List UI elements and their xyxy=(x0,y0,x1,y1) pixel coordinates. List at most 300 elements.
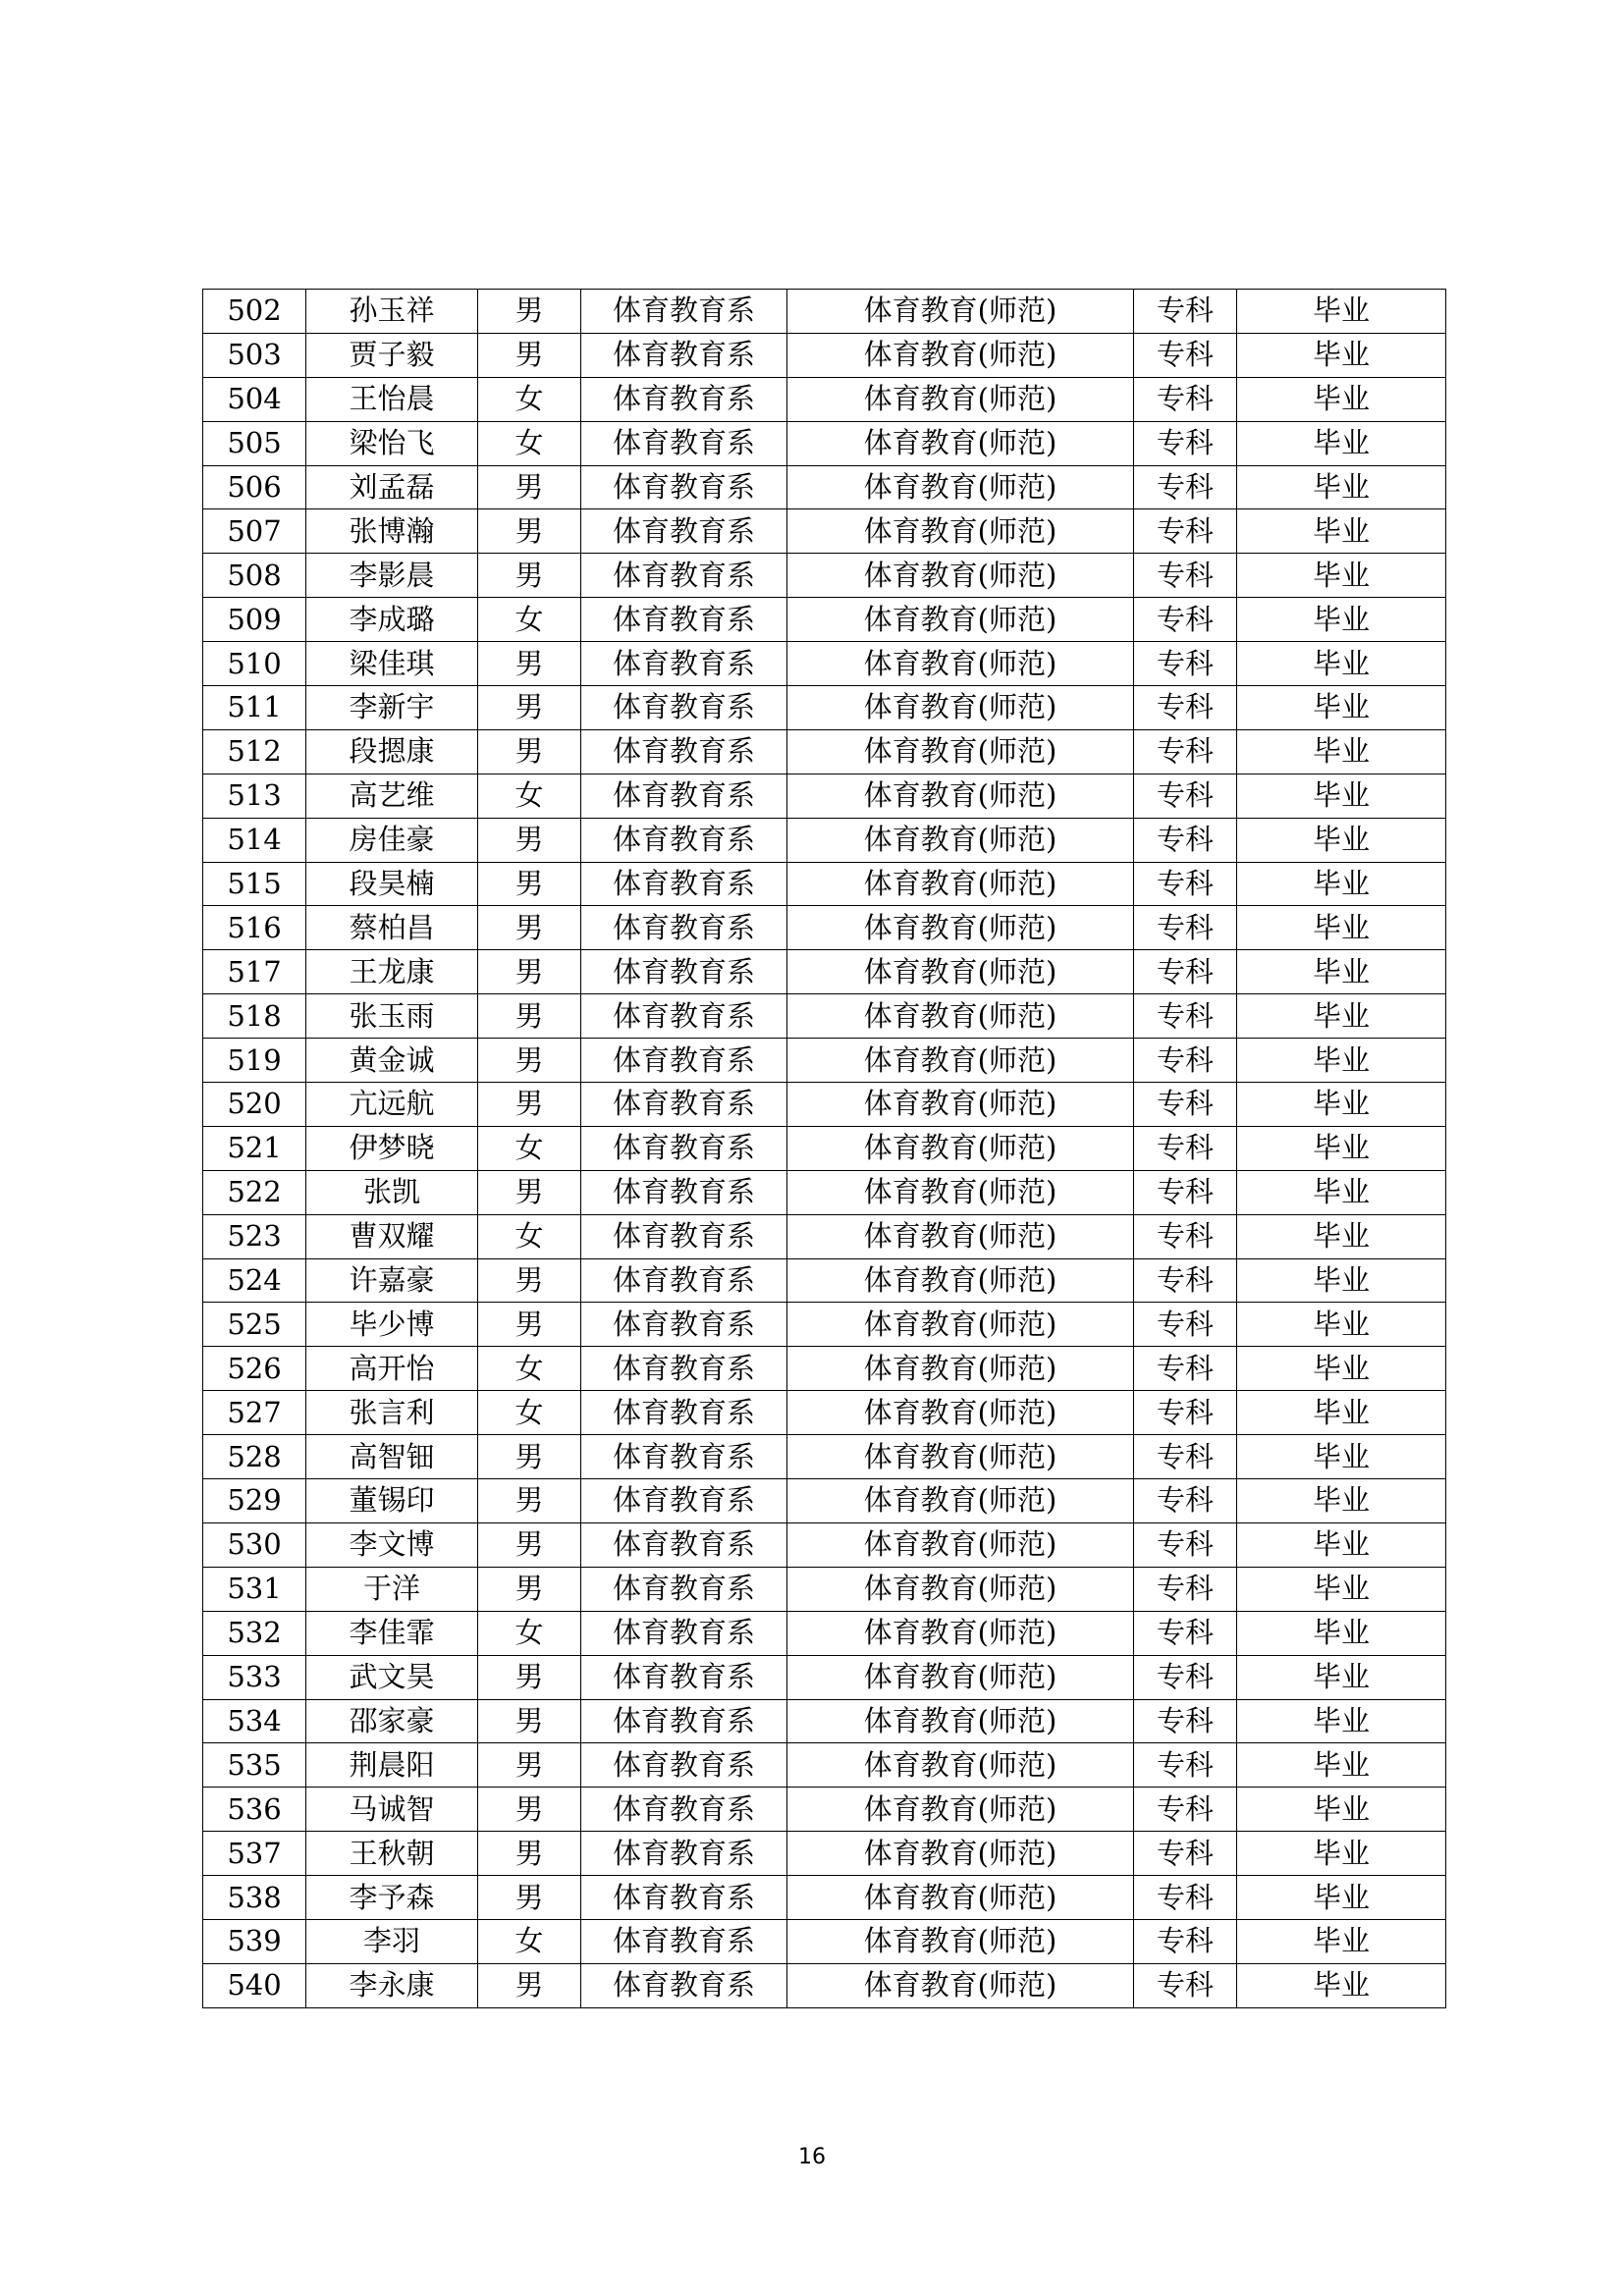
department-cell: 体育教育系 xyxy=(581,1126,787,1170)
major-cell: 体育教育(师范) xyxy=(787,1963,1134,2007)
table-row xyxy=(203,1039,1446,1083)
table-row xyxy=(203,1479,1446,1523)
status-cell: 毕业 xyxy=(1237,862,1446,906)
row-number-cell: 520 xyxy=(203,1083,306,1127)
status-cell: 毕业 xyxy=(1237,906,1446,950)
status-cell: 毕业 xyxy=(1237,642,1446,686)
level-cell: 专科 xyxy=(1134,906,1237,950)
major-cell: 体育教育(师范) xyxy=(787,994,1134,1039)
major-cell: 体育教育(师范) xyxy=(787,290,1134,334)
major-cell: 体育教育(师范) xyxy=(787,642,1134,686)
gender-cell: 男 xyxy=(478,290,581,334)
table-row xyxy=(203,994,1446,1039)
level-cell: 专科 xyxy=(1134,1170,1237,1214)
department-cell: 体育教育系 xyxy=(581,1699,787,1743)
level-cell: 专科 xyxy=(1134,818,1237,862)
page-number: 16 xyxy=(798,2145,826,2169)
level-cell: 专科 xyxy=(1134,1214,1237,1258)
major-cell: 体育教育(师范) xyxy=(787,1567,1134,1611)
major-cell: 体育教育(师范) xyxy=(787,421,1134,465)
name-cell: 李佳霏 xyxy=(306,1611,478,1655)
gender-cell: 男 xyxy=(478,1303,581,1347)
department-cell: 体育教育系 xyxy=(581,598,787,642)
name-cell: 武文昊 xyxy=(306,1655,478,1699)
department-cell: 体育教育系 xyxy=(581,1876,787,1920)
major-cell: 体育教育(师范) xyxy=(787,554,1134,598)
row-number-cell: 532 xyxy=(203,1611,306,1655)
name-cell: 李予森 xyxy=(306,1876,478,1920)
major-cell: 体育教育(师范) xyxy=(787,774,1134,818)
roster-body xyxy=(203,290,1446,2008)
gender-cell: 男 xyxy=(478,509,581,554)
name-cell: 李成璐 xyxy=(306,598,478,642)
major-cell: 体育教育(师范) xyxy=(787,1788,1134,1832)
row-number-cell: 518 xyxy=(203,994,306,1039)
level-cell: 专科 xyxy=(1134,1039,1237,1083)
gender-cell: 男 xyxy=(478,333,581,377)
gender-cell: 男 xyxy=(478,1083,581,1127)
department-cell: 体育教育系 xyxy=(581,1919,787,1963)
row-number-cell: 506 xyxy=(203,465,306,509)
level-cell: 专科 xyxy=(1134,1347,1237,1391)
gender-cell: 男 xyxy=(478,1479,581,1523)
name-cell: 孙玉祥 xyxy=(306,290,478,334)
table-row xyxy=(203,686,1446,730)
department-cell: 体育教育系 xyxy=(581,509,787,554)
table-row xyxy=(203,729,1446,774)
gender-cell: 女 xyxy=(478,377,581,421)
table-row xyxy=(203,1655,1446,1699)
row-number-cell: 534 xyxy=(203,1699,306,1743)
table-row xyxy=(203,1083,1446,1127)
gender-cell: 男 xyxy=(478,1832,581,1876)
row-number-cell: 540 xyxy=(203,1963,306,2007)
major-cell: 体育教育(师范) xyxy=(787,598,1134,642)
table-row xyxy=(203,1214,1446,1258)
gender-cell: 男 xyxy=(478,1876,581,1920)
status-cell: 毕业 xyxy=(1237,686,1446,730)
department-cell: 体育教育系 xyxy=(581,906,787,950)
status-cell: 毕业 xyxy=(1237,1083,1446,1127)
major-cell: 体育教育(师范) xyxy=(787,377,1134,421)
department-cell: 体育教育系 xyxy=(581,333,787,377)
table-row xyxy=(203,598,1446,642)
row-number-cell: 502 xyxy=(203,290,306,334)
name-cell: 梁佳琪 xyxy=(306,642,478,686)
status-cell: 毕业 xyxy=(1237,1170,1446,1214)
name-cell: 房佳豪 xyxy=(306,818,478,862)
name-cell: 李永康 xyxy=(306,1963,478,2007)
row-number-cell: 513 xyxy=(203,774,306,818)
status-cell: 毕业 xyxy=(1237,1743,1446,1788)
row-number-cell: 524 xyxy=(203,1258,306,1303)
department-cell: 体育教育系 xyxy=(581,994,787,1039)
gender-cell: 男 xyxy=(478,1435,581,1479)
level-cell: 专科 xyxy=(1134,1788,1237,1832)
gender-cell: 男 xyxy=(478,686,581,730)
status-cell: 毕业 xyxy=(1237,509,1446,554)
status-cell: 毕业 xyxy=(1237,1611,1446,1655)
table-row xyxy=(203,1788,1446,1832)
status-cell: 毕业 xyxy=(1237,1876,1446,1920)
department-cell: 体育教育系 xyxy=(581,1039,787,1083)
table-row xyxy=(203,509,1446,554)
level-cell: 专科 xyxy=(1134,686,1237,730)
table-row xyxy=(203,1435,1446,1479)
department-cell: 体育教育系 xyxy=(581,421,787,465)
level-cell: 专科 xyxy=(1134,598,1237,642)
roster-table xyxy=(202,289,1446,2008)
status-cell: 毕业 xyxy=(1237,818,1446,862)
gender-cell: 女 xyxy=(478,1391,581,1435)
level-cell: 专科 xyxy=(1134,509,1237,554)
row-number-cell: 531 xyxy=(203,1567,306,1611)
major-cell: 体育教育(师范) xyxy=(787,729,1134,774)
level-cell: 专科 xyxy=(1134,994,1237,1039)
name-cell: 蔡柏昌 xyxy=(306,906,478,950)
row-number-cell: 519 xyxy=(203,1039,306,1083)
gender-cell: 男 xyxy=(478,862,581,906)
name-cell: 曹双耀 xyxy=(306,1214,478,1258)
table-row xyxy=(203,421,1446,465)
table-row xyxy=(203,906,1446,950)
status-cell: 毕业 xyxy=(1237,1479,1446,1523)
department-cell: 体育教育系 xyxy=(581,862,787,906)
department-cell: 体育教育系 xyxy=(581,1258,787,1303)
major-cell: 体育教育(师范) xyxy=(787,1214,1134,1258)
level-cell: 专科 xyxy=(1134,729,1237,774)
row-number-cell: 526 xyxy=(203,1347,306,1391)
level-cell: 专科 xyxy=(1134,1743,1237,1788)
row-number-cell: 505 xyxy=(203,421,306,465)
name-cell: 许嘉豪 xyxy=(306,1258,478,1303)
gender-cell: 女 xyxy=(478,1919,581,1963)
name-cell: 张言利 xyxy=(306,1391,478,1435)
level-cell: 专科 xyxy=(1134,1655,1237,1699)
major-cell: 体育教育(师范) xyxy=(787,1479,1134,1523)
status-cell: 毕业 xyxy=(1237,1258,1446,1303)
table-row xyxy=(203,862,1446,906)
name-cell: 王龙康 xyxy=(306,950,478,994)
table-row xyxy=(203,1170,1446,1214)
gender-cell: 男 xyxy=(478,1699,581,1743)
name-cell: 马诚智 xyxy=(306,1788,478,1832)
level-cell: 专科 xyxy=(1134,1083,1237,1127)
department-cell: 体育教育系 xyxy=(581,1788,787,1832)
row-number-cell: 529 xyxy=(203,1479,306,1523)
major-cell: 体育教育(师范) xyxy=(787,862,1134,906)
status-cell: 毕业 xyxy=(1237,290,1446,334)
table-row xyxy=(203,1919,1446,1963)
department-cell: 体育教育系 xyxy=(581,554,787,598)
major-cell: 体育教育(师范) xyxy=(787,1919,1134,1963)
row-number-cell: 533 xyxy=(203,1655,306,1699)
table-row xyxy=(203,1743,1446,1788)
table-row xyxy=(203,1391,1446,1435)
status-cell: 毕业 xyxy=(1237,1919,1446,1963)
status-cell: 毕业 xyxy=(1237,1963,1446,2007)
status-cell: 毕业 xyxy=(1237,1214,1446,1258)
level-cell: 专科 xyxy=(1134,333,1237,377)
gender-cell: 女 xyxy=(478,1347,581,1391)
table-row xyxy=(203,818,1446,862)
table-row xyxy=(203,1876,1446,1920)
level-cell: 专科 xyxy=(1134,1699,1237,1743)
name-cell: 段摁康 xyxy=(306,729,478,774)
level-cell: 专科 xyxy=(1134,774,1237,818)
major-cell: 体育教育(师范) xyxy=(787,1039,1134,1083)
department-cell: 体育教育系 xyxy=(581,1655,787,1699)
status-cell: 毕业 xyxy=(1237,950,1446,994)
table-row xyxy=(203,377,1446,421)
status-cell: 毕业 xyxy=(1237,1435,1446,1479)
status-cell: 毕业 xyxy=(1237,1522,1446,1567)
department-cell: 体育教育系 xyxy=(581,818,787,862)
status-cell: 毕业 xyxy=(1237,774,1446,818)
major-cell: 体育教育(师范) xyxy=(787,1126,1134,1170)
department-cell: 体育教育系 xyxy=(581,1611,787,1655)
gender-cell: 女 xyxy=(478,1126,581,1170)
level-cell: 专科 xyxy=(1134,1258,1237,1303)
status-cell: 毕业 xyxy=(1237,377,1446,421)
row-number-cell: 536 xyxy=(203,1788,306,1832)
department-cell: 体育教育系 xyxy=(581,1391,787,1435)
name-cell: 黄金诚 xyxy=(306,1039,478,1083)
row-number-cell: 507 xyxy=(203,509,306,554)
row-number-cell: 522 xyxy=(203,1170,306,1214)
major-cell: 体育教育(师范) xyxy=(787,1347,1134,1391)
row-number-cell: 525 xyxy=(203,1303,306,1347)
level-cell: 专科 xyxy=(1134,642,1237,686)
table-row xyxy=(203,1347,1446,1391)
name-cell: 亢远航 xyxy=(306,1083,478,1127)
name-cell: 刘孟磊 xyxy=(306,465,478,509)
major-cell: 体育教育(师范) xyxy=(787,1258,1134,1303)
gender-cell: 男 xyxy=(478,1743,581,1788)
table-row xyxy=(203,1832,1446,1876)
level-cell: 专科 xyxy=(1134,1435,1237,1479)
status-cell: 毕业 xyxy=(1237,1303,1446,1347)
level-cell: 专科 xyxy=(1134,1522,1237,1567)
row-number-cell: 517 xyxy=(203,950,306,994)
level-cell: 专科 xyxy=(1134,554,1237,598)
major-cell: 体育教育(师范) xyxy=(787,1170,1134,1214)
status-cell: 毕业 xyxy=(1237,1655,1446,1699)
name-cell: 梁怡飞 xyxy=(306,421,478,465)
status-cell: 毕业 xyxy=(1237,421,1446,465)
major-cell: 体育教育(师范) xyxy=(787,1832,1134,1876)
table-row xyxy=(203,1963,1446,2007)
row-number-cell: 538 xyxy=(203,1876,306,1920)
status-cell: 毕业 xyxy=(1237,1391,1446,1435)
row-number-cell: 509 xyxy=(203,598,306,642)
status-cell: 毕业 xyxy=(1237,1699,1446,1743)
major-cell: 体育教育(师范) xyxy=(787,509,1134,554)
level-cell: 专科 xyxy=(1134,1876,1237,1920)
level-cell: 专科 xyxy=(1134,1919,1237,1963)
table-row xyxy=(203,1126,1446,1170)
department-cell: 体育教育系 xyxy=(581,1963,787,2007)
major-cell: 体育教育(师范) xyxy=(787,1522,1134,1567)
row-number-cell: 514 xyxy=(203,818,306,862)
row-number-cell: 508 xyxy=(203,554,306,598)
department-cell: 体育教育系 xyxy=(581,1347,787,1391)
major-cell: 体育教育(师范) xyxy=(787,465,1134,509)
level-cell: 专科 xyxy=(1134,465,1237,509)
gender-cell: 男 xyxy=(478,994,581,1039)
name-cell: 伊梦晓 xyxy=(306,1126,478,1170)
status-cell: 毕业 xyxy=(1237,598,1446,642)
status-cell: 毕业 xyxy=(1237,1567,1446,1611)
row-number-cell: 516 xyxy=(203,906,306,950)
name-cell: 毕少博 xyxy=(306,1303,478,1347)
gender-cell: 男 xyxy=(478,1963,581,2007)
gender-cell: 男 xyxy=(478,1170,581,1214)
department-cell: 体育教育系 xyxy=(581,950,787,994)
gender-cell: 男 xyxy=(478,1258,581,1303)
department-cell: 体育教育系 xyxy=(581,1083,787,1127)
gender-cell: 男 xyxy=(478,1522,581,1567)
major-cell: 体育教育(师范) xyxy=(787,1876,1134,1920)
major-cell: 体育教育(师范) xyxy=(787,1743,1134,1788)
name-cell: 于洋 xyxy=(306,1567,478,1611)
table-row xyxy=(203,950,1446,994)
gender-cell: 男 xyxy=(478,906,581,950)
row-number-cell: 521 xyxy=(203,1126,306,1170)
major-cell: 体育教育(师范) xyxy=(787,1611,1134,1655)
status-cell: 毕业 xyxy=(1237,1347,1446,1391)
department-cell: 体育教育系 xyxy=(581,1832,787,1876)
department-cell: 体育教育系 xyxy=(581,1214,787,1258)
name-cell: 张凯 xyxy=(306,1170,478,1214)
name-cell: 张玉雨 xyxy=(306,994,478,1039)
level-cell: 专科 xyxy=(1134,1479,1237,1523)
row-number-cell: 528 xyxy=(203,1435,306,1479)
row-number-cell: 537 xyxy=(203,1832,306,1876)
name-cell: 邵家豪 xyxy=(306,1699,478,1743)
status-cell: 毕业 xyxy=(1237,1832,1446,1876)
status-cell: 毕业 xyxy=(1237,554,1446,598)
level-cell: 专科 xyxy=(1134,862,1237,906)
gender-cell: 女 xyxy=(478,1611,581,1655)
name-cell: 王秋朝 xyxy=(306,1832,478,1876)
department-cell: 体育教育系 xyxy=(581,1303,787,1347)
gender-cell: 女 xyxy=(478,421,581,465)
department-cell: 体育教育系 xyxy=(581,1435,787,1479)
status-cell: 毕业 xyxy=(1237,1039,1446,1083)
gender-cell: 男 xyxy=(478,729,581,774)
table-row xyxy=(203,554,1446,598)
table-row xyxy=(203,465,1446,509)
row-number-cell: 504 xyxy=(203,377,306,421)
status-cell: 毕业 xyxy=(1237,465,1446,509)
table-row xyxy=(203,1611,1446,1655)
level-cell: 专科 xyxy=(1134,1126,1237,1170)
status-cell: 毕业 xyxy=(1237,729,1446,774)
row-number-cell: 539 xyxy=(203,1919,306,1963)
gender-cell: 女 xyxy=(478,774,581,818)
level-cell: 专科 xyxy=(1134,377,1237,421)
name-cell: 李影晨 xyxy=(306,554,478,598)
table-row xyxy=(203,1699,1446,1743)
name-cell: 贾子毅 xyxy=(306,333,478,377)
department-cell: 体育教育系 xyxy=(581,642,787,686)
department-cell: 体育教育系 xyxy=(581,774,787,818)
major-cell: 体育教育(师范) xyxy=(787,818,1134,862)
table-row xyxy=(203,774,1446,818)
department-cell: 体育教育系 xyxy=(581,729,787,774)
major-cell: 体育教育(师范) xyxy=(787,906,1134,950)
department-cell: 体育教育系 xyxy=(581,1567,787,1611)
gender-cell: 男 xyxy=(478,1039,581,1083)
major-cell: 体育教育(师范) xyxy=(787,1303,1134,1347)
name-cell: 李文博 xyxy=(306,1522,478,1567)
row-number-cell: 527 xyxy=(203,1391,306,1435)
level-cell: 专科 xyxy=(1134,1832,1237,1876)
name-cell: 王怡晨 xyxy=(306,377,478,421)
row-number-cell: 530 xyxy=(203,1522,306,1567)
gender-cell: 男 xyxy=(478,1567,581,1611)
gender-cell: 男 xyxy=(478,1788,581,1832)
row-number-cell: 512 xyxy=(203,729,306,774)
row-number-cell: 523 xyxy=(203,1214,306,1258)
level-cell: 专科 xyxy=(1134,1963,1237,2007)
level-cell: 专科 xyxy=(1134,1567,1237,1611)
status-cell: 毕业 xyxy=(1237,333,1446,377)
gender-cell: 女 xyxy=(478,1214,581,1258)
table-row xyxy=(203,290,1446,334)
name-cell: 董锡印 xyxy=(306,1479,478,1523)
major-cell: 体育教育(师范) xyxy=(787,950,1134,994)
department-cell: 体育教育系 xyxy=(581,1743,787,1788)
table-row xyxy=(203,642,1446,686)
name-cell: 段昊楠 xyxy=(306,862,478,906)
gender-cell: 男 xyxy=(478,642,581,686)
department-cell: 体育教育系 xyxy=(581,1170,787,1214)
level-cell: 专科 xyxy=(1134,1391,1237,1435)
major-cell: 体育教育(师范) xyxy=(787,1391,1134,1435)
major-cell: 体育教育(师范) xyxy=(787,1699,1134,1743)
status-cell: 毕业 xyxy=(1237,1126,1446,1170)
row-number-cell: 515 xyxy=(203,862,306,906)
major-cell: 体育教育(师范) xyxy=(787,686,1134,730)
department-cell: 体育教育系 xyxy=(581,1479,787,1523)
level-cell: 专科 xyxy=(1134,1303,1237,1347)
row-number-cell: 510 xyxy=(203,642,306,686)
gender-cell: 女 xyxy=(478,598,581,642)
gender-cell: 男 xyxy=(478,950,581,994)
name-cell: 荆晨阳 xyxy=(306,1743,478,1788)
level-cell: 专科 xyxy=(1134,290,1237,334)
gender-cell: 男 xyxy=(478,554,581,598)
table-row xyxy=(203,1567,1446,1611)
major-cell: 体育教育(师范) xyxy=(787,333,1134,377)
row-number-cell: 511 xyxy=(203,686,306,730)
department-cell: 体育教育系 xyxy=(581,465,787,509)
major-cell: 体育教育(师范) xyxy=(787,1435,1134,1479)
row-number-cell: 535 xyxy=(203,1743,306,1788)
name-cell: 高艺维 xyxy=(306,774,478,818)
level-cell: 专科 xyxy=(1134,421,1237,465)
gender-cell: 男 xyxy=(478,818,581,862)
table-row xyxy=(203,1522,1446,1567)
department-cell: 体育教育系 xyxy=(581,377,787,421)
level-cell: 专科 xyxy=(1134,1611,1237,1655)
department-cell: 体育教育系 xyxy=(581,686,787,730)
status-cell: 毕业 xyxy=(1237,994,1446,1039)
major-cell: 体育教育(师范) xyxy=(787,1083,1134,1127)
name-cell: 高开怡 xyxy=(306,1347,478,1391)
